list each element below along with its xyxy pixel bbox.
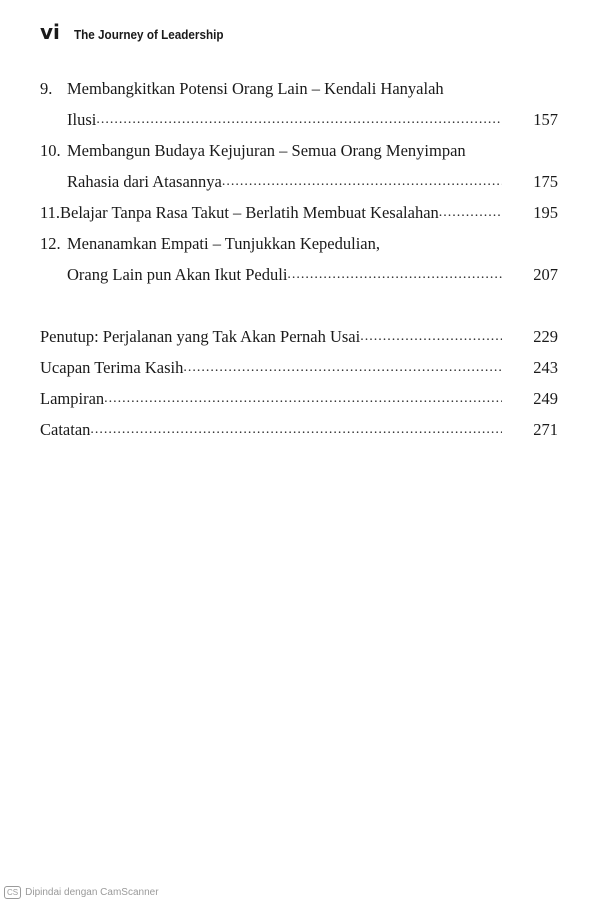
toc-entry[interactable] [40, 73, 558, 104]
chapter-title: Menanamkan Empati – Tunjukkan Kepedulian, [67, 233, 380, 253]
chapter-title-cont: Orang Lain pun Akan Ikut Peduli [67, 264, 288, 284]
dot-leader [90, 422, 502, 438]
toc-entry[interactable] [40, 414, 558, 445]
dot-leader [439, 205, 502, 221]
page-header [40, 20, 240, 44]
page-ref: 249 [533, 388, 558, 408]
section-title: Catatan [40, 419, 91, 439]
toc-entry[interactable] [40, 135, 558, 166]
dot-leader [287, 267, 502, 283]
chapter-title-cont: Ilusi [67, 109, 97, 129]
toc-entry[interactable] [40, 321, 558, 352]
dot-leader [360, 329, 502, 345]
running-title: The Journey of Leadership [73, 27, 224, 42]
chapter-number: 9. [40, 78, 53, 98]
chapter-number: 11. [40, 202, 61, 222]
toc-entry[interactable] [40, 228, 558, 259]
camscanner-logo: CS [4, 886, 21, 899]
page-ref: 175 [533, 171, 558, 191]
toc-entry[interactable] [40, 197, 558, 228]
page-ref: 157 [533, 109, 558, 129]
page-ref: 195 [533, 202, 558, 222]
page-ref: 271 [533, 419, 558, 439]
dot-leader [104, 391, 502, 407]
toc-entry-continued[interactable] [40, 166, 558, 197]
page-ref: 243 [533, 357, 558, 377]
dot-leader [222, 174, 502, 190]
page-ref: 207 [533, 264, 558, 284]
section-title: Penutup: Perjalanan yang Tak Akan Pernah Usai [40, 326, 361, 346]
chapter-number: 10. [40, 140, 61, 160]
toc-entry[interactable] [40, 383, 558, 414]
chapter-title-cont: Rahasia dari Atasannya [67, 171, 222, 191]
chapter-title: Membangun Budaya Kejujuran – Semua Orang Menyimpan [67, 140, 466, 160]
watermark-text: Dipindai dengan CamScanner [25, 887, 159, 898]
page-number: vi [40, 20, 60, 44]
section-gap [40, 290, 558, 321]
section-title: Ucapan Terima Kasih [40, 357, 184, 377]
chapter-number: 12. [40, 233, 61, 253]
dot-leader [96, 112, 502, 128]
page-ref: 229 [533, 326, 558, 346]
table-of-contents [40, 73, 558, 445]
toc-entry-continued[interactable] [40, 259, 558, 290]
toc-entry[interactable] [40, 352, 558, 383]
toc-entry-continued[interactable] [40, 104, 558, 135]
chapter-title: Belajar Tanpa Rasa Takut – Berlatih Membuat Kesalahan [60, 202, 439, 222]
scanner-watermark [4, 886, 159, 899]
dot-leader [183, 360, 502, 376]
section-title: Lampiran [40, 388, 105, 408]
chapter-title: Membangkitkan Potensi Orang Lain – Kendali Hanyalah [67, 78, 444, 98]
